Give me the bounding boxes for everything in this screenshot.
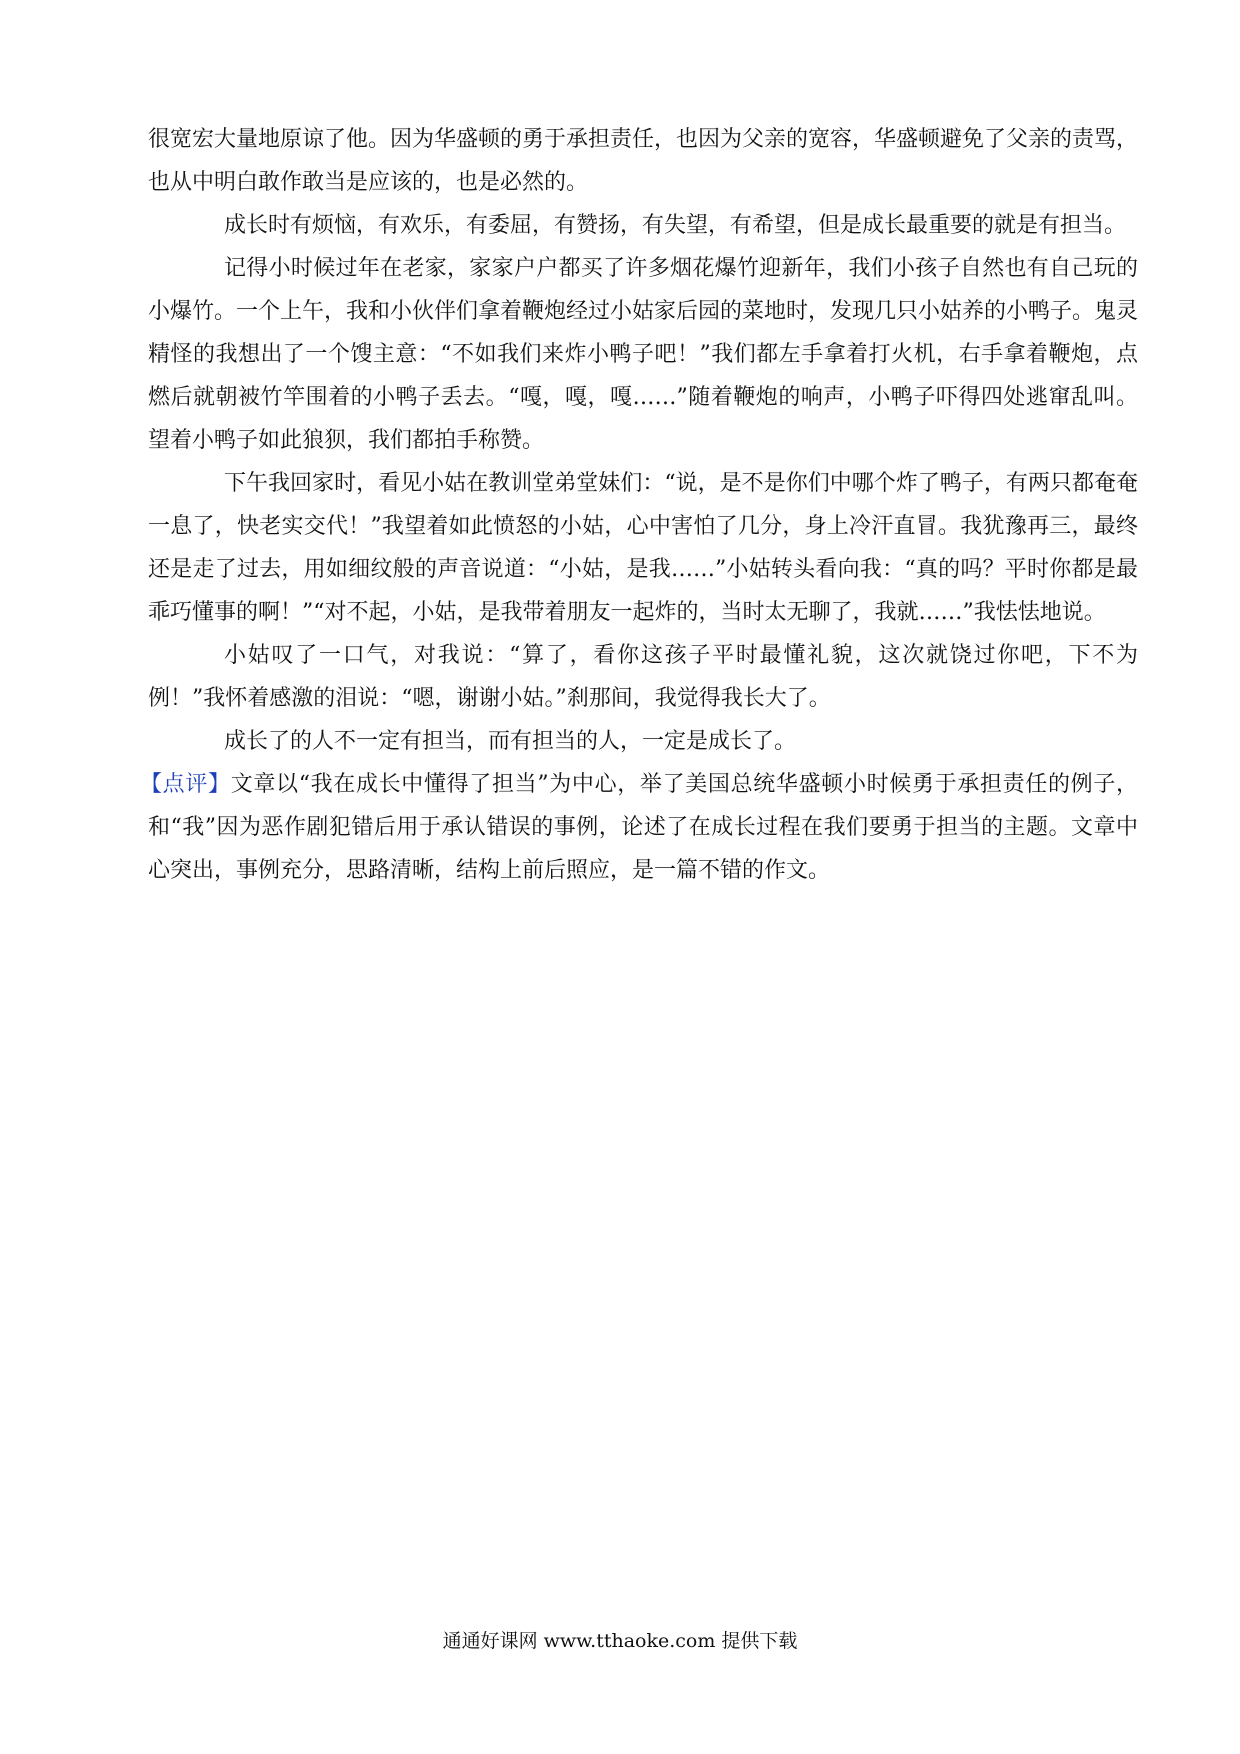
paragraph-confession: 下午我回家时，看见小姑在教训堂弟堂妹们：“说，是不是你们中哪个炸了鸭子，有两只都奄奄一息了，快老实交代！”我望着如此愤怒的小姑，心中害怕了几分，身上冷汗直冒。我犹豫再三，最终还是走了过去，用如细纹般的声音说道：“小姑，是我……”小姑转头看向我：“真的吗？平时你都是最乖巧懂事的啊！”“对不起，小姑，是我带着朋友一起炸的，当时太无聊了，我就……”我怯怯地说。 [148, 471, 1138, 625]
comment-text: 文章以“我在成长中懂得了担当”为中心，举了美国总统华盛顿小时候勇于承担责任的例子，和“我”因为恶作剧犯错后用于承认错误的事例，论述了在成长过程在我们要勇于担当的主题。文章中心突出，事例充分，思路清晰，结构上前后照应，是一篇不错的作文。 [148, 772, 1138, 883]
paragraph-forgiveness: 小姑叹了一口气，对我说：“算了，看你这孩子平时最懂礼貌，这次就饶过你吧，下不为例！”我怀着感激的泪说：“嗯，谢谢小姑。”刹那间，我觉得我长大了。 [148, 643, 1138, 711]
paragraph-conclusion: 成长了的人不一定有担当，而有担当的人，一定是成长了。 [224, 729, 797, 754]
paragraph-firecracker-story: 记得小时候过年在老家，家家户户都买了许多烟花爆竹迎新年，我们小孩子自然也有自己玩的小爆竹。一个上午，我和小伙伴们拿着鞭炮经过小姑家后园的菜地时，发现几只小姑养的小鸭子。鬼灵精怪的我想出了一个馊主意：“不如我们来炸小鸭子吧！”我们都左手拿着打火机，右手拿着鞭炮，点燃后就朝被竹竿围着的小鸭子丢去。“嘎，嘎，嘎……”随着鞭炮的响声，小鸭子吓得四处逃窜乱叫。望着小鸭子如此狼狈，我们都拍手称赞。 [148, 256, 1139, 453]
comment-label: 【点评】 [140, 772, 231, 797]
paragraph-continued: 很宽宏大量地原谅了他。因为华盛顿的勇于承担责任，也因为父亲的宽容，华盛顿避免了父亲的责骂，也从中明白敢作敢当是应该的，也是必然的。 [148, 127, 1139, 195]
article-body [140, 118, 1139, 892]
comment-block [140, 763, 1138, 892]
paragraph-growth-responsibility: 成长时有烦恼，有欢乐，有委屈，有赞扬，有失望，有希望，但是成长最重要的就是有担当。 [224, 213, 1127, 238]
page-footer: 通通好课网 www.tthaoke.com 提供下载 [442, 1630, 798, 1652]
